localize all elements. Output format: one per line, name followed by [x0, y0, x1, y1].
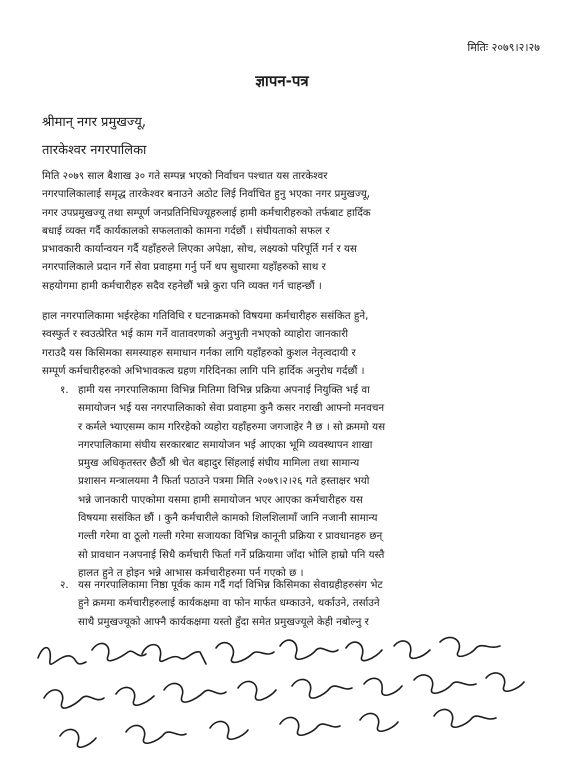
signature	[346, 642, 382, 661]
item-line: प्रमुख अधिकृतस्तर छैठौं श्री चेत बहादुर सिंहलाई संघीय मामिला तथा सामान्य	[78, 457, 360, 470]
signature	[210, 721, 248, 739]
paragraph-congratulations	[42, 167, 540, 295]
numbered-item-2	[60, 576, 540, 631]
paragraph-line: मिति २०७९ साल बैशाख ३० गते सम्पन्न भएको निर्वाचन पश्चात यस तारकेश्वर	[42, 170, 328, 182]
paragraph-line: नगरपालिकालाई समृद्ध तारकेश्वर बनाउने अठोट लिई निर्वाचित हुनु भएका नगर प्रमुखज्यू,	[42, 188, 371, 201]
paragraph-line: स्वस्फुर्त र स्वउत्प्रेरित भई काम गर्ने वातावरणको अनुभुती नभएको व्याहोरा जानकारी	[42, 328, 349, 341]
signature	[92, 643, 146, 660]
signature	[164, 683, 226, 702]
signature	[364, 678, 402, 695]
item-number: १.	[60, 384, 69, 396]
paragraph-line: सम्पूर्ण कर्मचारीहरुको अभिभावकत्व ग्रहण गरिदिनका लागि पनि हार्दिक अनुरोध गर्दछौं ।	[42, 364, 365, 377]
item-line: सो प्रावधान नअपनाई सिधै कर्मचारी फिर्ता गर्ने प्रक्रियामा जाँदा भोलि हाम्रो पनि यस्तै	[78, 548, 385, 561]
signature	[142, 645, 206, 664]
date-line: मितिः २०७९।२।२७	[467, 41, 540, 54]
signature	[414, 675, 476, 693]
signature	[486, 673, 524, 691]
paragraph-line: सहयोगमा हामी कर्मचारीहरु सदैव रहनेछौं भन्ने कुरा पनि व्यक्त गर्न चाहन्छौं ।	[42, 279, 322, 292]
signature	[216, 643, 274, 663]
item-body	[78, 381, 540, 582]
document-title: ज्ञापन-पत्र	[255, 72, 309, 90]
item-line: यस नगरपालिकामा निष्ठा पूर्वक काम गर्दै गर्दा विभिन्न किसिमका सेवाग्रहीहरुसंग भेट	[78, 579, 383, 591]
item-line: समायोजन भई यस नगरपालिकाको सेवा प्रवाहमा कुनै कसर नराखी आफ्नो मनवचन	[78, 402, 385, 415]
signature	[434, 709, 496, 727]
salutation: श्रीमान् नगर प्रमुखज्यू,	[42, 115, 146, 130]
paragraph-line: प्रभावकारी कार्यान्वयन गर्दै यहाँहरुले लिएका अपेक्षा, सोच, लक्ष्यको परिपूर्ति गर्न र यस	[42, 243, 357, 256]
item-line: साथै प्रमुखज्यूको आफ्नै कार्यकक्षमा यस्तो हुँदा समेत प्रमुखज्यूले केही नबोल्नु र	[78, 615, 369, 628]
item-line: प्रशासन मन्त्रालयमा नै फिर्ता पठाउने पत्रमा मिति २०७९।२।२६ गते हस्ताक्षर भयो	[78, 475, 370, 488]
signatures-area	[30, 628, 540, 768]
organization-name: तारकेश्वर नगरपालिका	[42, 143, 147, 158]
signature	[280, 640, 338, 659]
signature	[292, 679, 352, 698]
signature	[116, 687, 154, 705]
signature	[126, 725, 186, 743]
item-line: र कर्मले भ्याएसम्म काम गरिरहेको व्यहोरा यहाँहरुमा जगजाहेर नै छ । सो क्रममो यस	[78, 420, 386, 433]
item-line: हामी यस नगरपालिकामा विभिन्न मितिमा विभिन्न प्रक्रिया अपनाई नियुक्ति भई वा	[78, 384, 370, 396]
item-line: हुने क्रममा कर्मचारीहरुलाई कार्यकक्षमा वा फोन मार्फत धम्काउने, थर्काउने, तर्साउने	[78, 597, 380, 610]
item-number: २.	[60, 579, 69, 591]
signature	[280, 717, 340, 735]
signature	[360, 713, 398, 731]
signature	[440, 637, 500, 656]
paragraph-line: नगरपालिकाले प्रदान गर्ने सेवा प्रवाहमा गर्नु पर्ने थप सुधारमा यहाँहरुको साथ र	[42, 261, 326, 274]
item-line: गल्ती गरेमा वा ठूलो गल्ती गरेमा सजायका विभिन्न कानूनी प्रक्रिया र प्रावधानहरु छन्	[78, 530, 383, 543]
signature	[44, 690, 104, 708]
item-line: विषयमा ससंकित छौं । कुनै कर्मचारीले कामको शिलशिलामाँ जानि नजानी सामान्य	[78, 512, 378, 525]
item-line: हालत हुने त होइन भन्ने आभास कर्मचारीहरुमा पर्न गएको छ ।	[78, 566, 304, 579]
handwritten-signatures	[30, 628, 540, 768]
signature	[60, 729, 96, 747]
paragraph-line: नगर उपप्रमुखज्यू तथा सम्पूर्ण जनप्रतिनिधिज्यूहरुलाई हामी कर्मचारीहरुको तर्फबाट हार्दिक	[42, 206, 371, 219]
item-body	[78, 576, 540, 631]
paragraph-request	[42, 307, 540, 380]
paragraph-line: बधाई व्यक्त गर्दै कार्यकालको सफलताको कामना गर्दछौं । संघीयताको सफल र	[42, 224, 330, 237]
paragraph-line: गराउदै यस किसिमका समस्याहरु समाधान गर्नका लागि यहाँहरुको कुशल नेतृत्वदायी र	[42, 346, 356, 359]
signature	[238, 681, 276, 700]
paragraph-line: हाल नगरपालिकामा भईरहेका गतिविधि र घटनाक्रमको विषयमा कर्मचारीहरु ससंकित हुने,	[42, 310, 369, 322]
numbered-item-1	[60, 381, 540, 582]
signature	[394, 641, 430, 658]
signature	[38, 648, 86, 665]
item-line: नगरपालिकामा संघीय सरकारबाट समायोजन भई आएका भूमि व्यवस्थापन शाखा	[78, 438, 373, 451]
item-line: भन्ने जानकारी पाएकोमा यसमा हामी समायोजन भएर आएका कर्मचारीहरु यस	[78, 493, 363, 506]
